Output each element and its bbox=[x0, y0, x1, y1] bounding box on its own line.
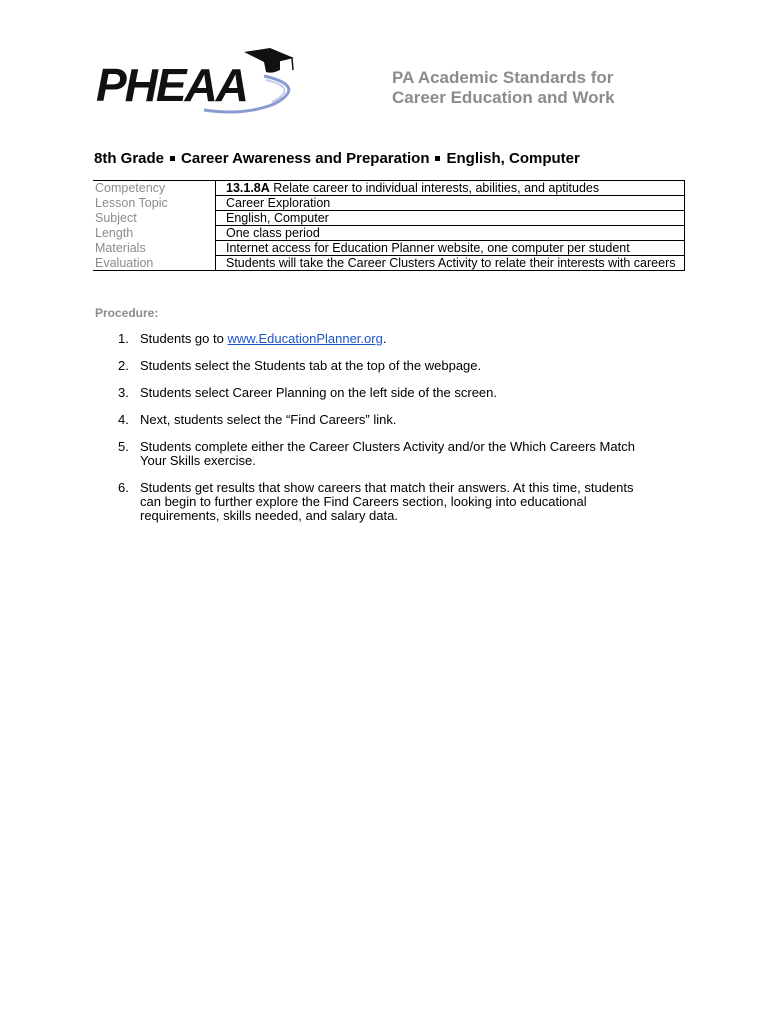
evaluation-value: Students will take the Career Clusters Activity to relate their interests with careers bbox=[216, 256, 685, 271]
step-text: Students get results that show careers that match their answers. At this time, students can begin to further explore the Find Careers section, looking into educational requirements, skills needed, and salary data. bbox=[140, 480, 634, 523]
step-number: 3. bbox=[118, 385, 129, 400]
procedure-steps bbox=[118, 332, 658, 536]
standards-title bbox=[392, 68, 732, 108]
list-item bbox=[118, 359, 658, 373]
procedure-label: Procedure: bbox=[95, 306, 159, 320]
step-text: Students select Career Planning on the left side of the screen. bbox=[140, 385, 497, 400]
length-value: One class period bbox=[216, 226, 685, 241]
separator-bullet bbox=[435, 156, 440, 161]
step-text: Students complete either the Career Clusters Activity and/or the Which Careers Match Your Skills exercise. bbox=[140, 439, 635, 468]
table-row-competency bbox=[93, 181, 685, 196]
pheaa-logo bbox=[94, 46, 306, 118]
table-row-length bbox=[93, 226, 685, 241]
step-text-end: . bbox=[382, 331, 387, 346]
subject-value: English, Computer bbox=[216, 211, 685, 226]
step-number: 4. bbox=[118, 412, 129, 427]
lesson-topic-value: Career Exploration bbox=[216, 196, 685, 211]
competency-label: Competency bbox=[93, 181, 216, 196]
standards-title-line2: Career Education and Work bbox=[392, 88, 615, 107]
grade-level: 8th Grade bbox=[94, 150, 165, 167]
step-text: Next, students select the “Find Careers” link. bbox=[140, 412, 397, 427]
step-number: 1. bbox=[118, 331, 129, 346]
standards-title-line1: PA Academic Standards for bbox=[392, 68, 614, 87]
lesson-heading bbox=[94, 150, 694, 167]
separator-bullet bbox=[170, 156, 175, 161]
competency-value bbox=[216, 181, 685, 196]
table-row-subject bbox=[93, 211, 685, 226]
list-item bbox=[118, 440, 658, 468]
table-row-materials bbox=[93, 241, 685, 256]
list-item bbox=[118, 413, 658, 427]
education-planner-link[interactable]: www.EducationPlanner.org bbox=[227, 331, 383, 346]
list-item bbox=[118, 386, 658, 400]
materials-label: Materials bbox=[93, 241, 216, 256]
step-number: 5. bbox=[118, 439, 129, 454]
lesson-topic-heading: Career Awareness and Preparation bbox=[181, 150, 430, 167]
step-number: 6. bbox=[118, 480, 129, 495]
lesson-subjects-heading: English, Computer bbox=[446, 150, 580, 167]
step-text: Students go to bbox=[140, 331, 228, 346]
subject-label: Subject bbox=[93, 211, 216, 226]
step-number: 2. bbox=[118, 358, 129, 373]
logo-text: PHEAA bbox=[96, 59, 248, 111]
list-item bbox=[118, 332, 658, 346]
step-text: Students select the Students tab at the top of the webpage. bbox=[140, 358, 482, 373]
table-row-evaluation bbox=[93, 256, 685, 271]
list-item bbox=[118, 481, 658, 523]
materials-value: Internet access for Education Planner website, one computer per student bbox=[216, 241, 685, 256]
table-row-lesson-topic bbox=[93, 196, 685, 211]
competency-code: 13.1.8A bbox=[226, 181, 270, 195]
lesson-info-table bbox=[93, 180, 685, 271]
length-label: Length bbox=[93, 226, 216, 241]
lesson-topic-label: Lesson Topic bbox=[93, 196, 216, 211]
competency-text: Relate career to individual interests, abilities, and aptitudes bbox=[269, 181, 600, 195]
evaluation-label: Evaluation bbox=[93, 256, 216, 271]
